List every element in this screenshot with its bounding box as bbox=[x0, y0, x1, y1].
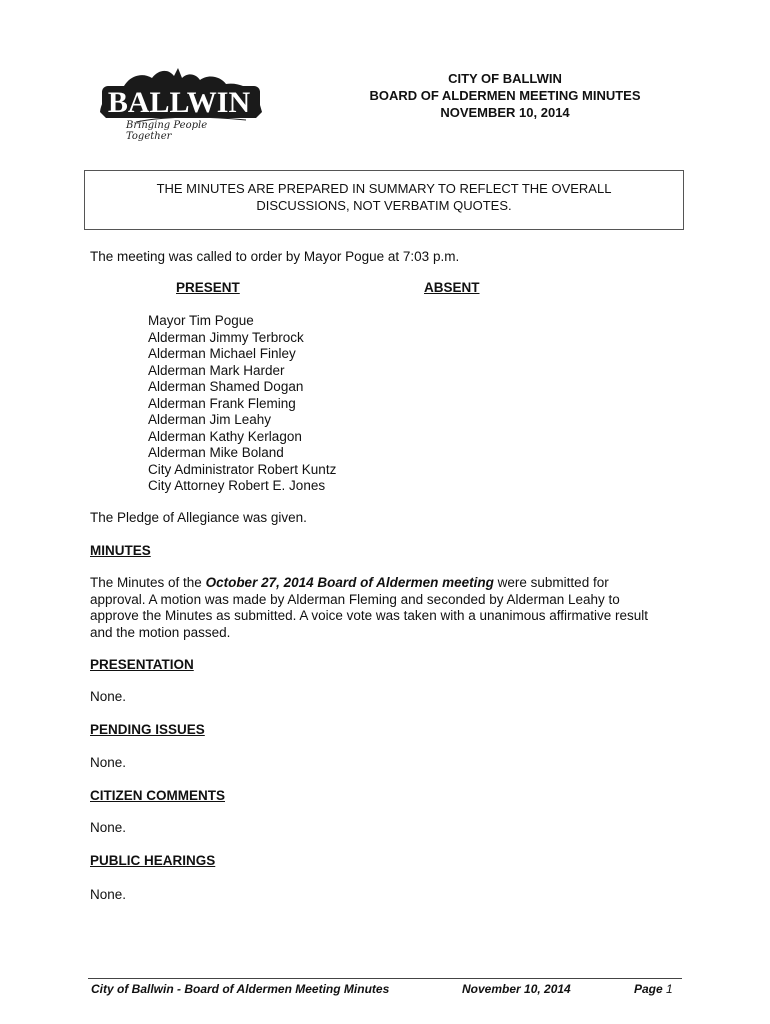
minutes-body bbox=[90, 575, 690, 641]
list-item: Alderman Shamed Dogan bbox=[148, 379, 304, 394]
list-item: City Attorney Robert E. Jones bbox=[148, 478, 326, 493]
ballwin-logo bbox=[96, 66, 266, 146]
footer-date: November 10, 2014 bbox=[462, 982, 571, 996]
header-city: CITY OF BALLWIN bbox=[448, 71, 562, 86]
pending-issues-heading: PENDING ISSUES bbox=[90, 722, 205, 737]
minutes-line-4: and the motion passed. bbox=[90, 624, 231, 640]
notice-line-1: THE MINUTES ARE PREPARED IN SUMMARY TO REFLECT THE OVERALL bbox=[156, 181, 612, 196]
minutes-meeting-ref: October 27, 2014 Board of Aldermen meeting bbox=[205, 575, 494, 590]
footer-page-number: 1 bbox=[666, 982, 673, 996]
minutes-line-2: approval. A motion was made by Alderman Fleming and seconded by Alderman Leahy to bbox=[90, 591, 620, 607]
list-item: Alderman Frank Fleming bbox=[148, 395, 296, 411]
footer-page-label: Page bbox=[634, 982, 663, 996]
summary-notice-box bbox=[84, 170, 684, 230]
call-to-order: The meeting was called to order by Mayor Pogue at 7:03 p.m. bbox=[90, 249, 460, 264]
citizen-comments-body: None. bbox=[90, 820, 127, 835]
logo-wordmark: BALLWIN bbox=[107, 86, 251, 119]
footer-divider bbox=[88, 978, 682, 979]
list-item: Alderman Kathy Kerlagon bbox=[148, 428, 302, 444]
absent-heading: ABSENT bbox=[424, 280, 480, 295]
list-item: Mayor Tim Pogue bbox=[148, 313, 254, 328]
citizen-comments-heading: CITIZEN COMMENTS bbox=[90, 788, 225, 803]
public-hearings-heading: PUBLIC HEARINGS bbox=[90, 853, 216, 868]
document-header bbox=[330, 70, 680, 121]
presentation-body: None. bbox=[90, 689, 127, 704]
list-item: Alderman Michael Finley bbox=[148, 346, 296, 361]
pledge-text: The Pledge of Allegiance was given. bbox=[90, 510, 307, 525]
present-list bbox=[148, 313, 336, 495]
footer-document-title: City of Ballwin - Board of Aldermen Meeting Minutes bbox=[91, 982, 390, 996]
logo-tagline: Bringing People Together bbox=[126, 120, 208, 142]
header-date: NOVEMBER 10, 2014 bbox=[440, 105, 570, 120]
present-heading: PRESENT bbox=[176, 280, 240, 295]
minutes-intro: The Minutes of the bbox=[90, 575, 206, 590]
public-hearings-body: None. bbox=[90, 887, 127, 902]
minutes-rest: were submitted for bbox=[493, 575, 609, 590]
header-title: BOARD OF ALDERMEN MEETING MINUTES bbox=[369, 88, 641, 103]
list-item: City Administrator Robert Kuntz bbox=[148, 461, 337, 477]
presentation-heading: PRESENTATION bbox=[90, 657, 194, 672]
list-item: Alderman Mark Harder bbox=[148, 362, 285, 378]
minutes-line-3: approve the Minutes as submitted. A voice vote was taken with a unanimous affirmative result bbox=[90, 608, 649, 623]
pending-issues-body: None. bbox=[90, 755, 127, 770]
list-item: Alderman Mike Boland bbox=[148, 445, 284, 460]
minutes-heading: MINUTES bbox=[90, 543, 151, 558]
list-item: Alderman Jimmy Terbrock bbox=[148, 329, 304, 345]
list-item: Alderman Jim Leahy bbox=[148, 412, 272, 427]
notice-line-2: DISCUSSIONS, NOT VERBATIM QUOTES. bbox=[256, 198, 512, 213]
footer-page bbox=[634, 982, 673, 996]
minutes-line-1 bbox=[90, 575, 690, 592]
